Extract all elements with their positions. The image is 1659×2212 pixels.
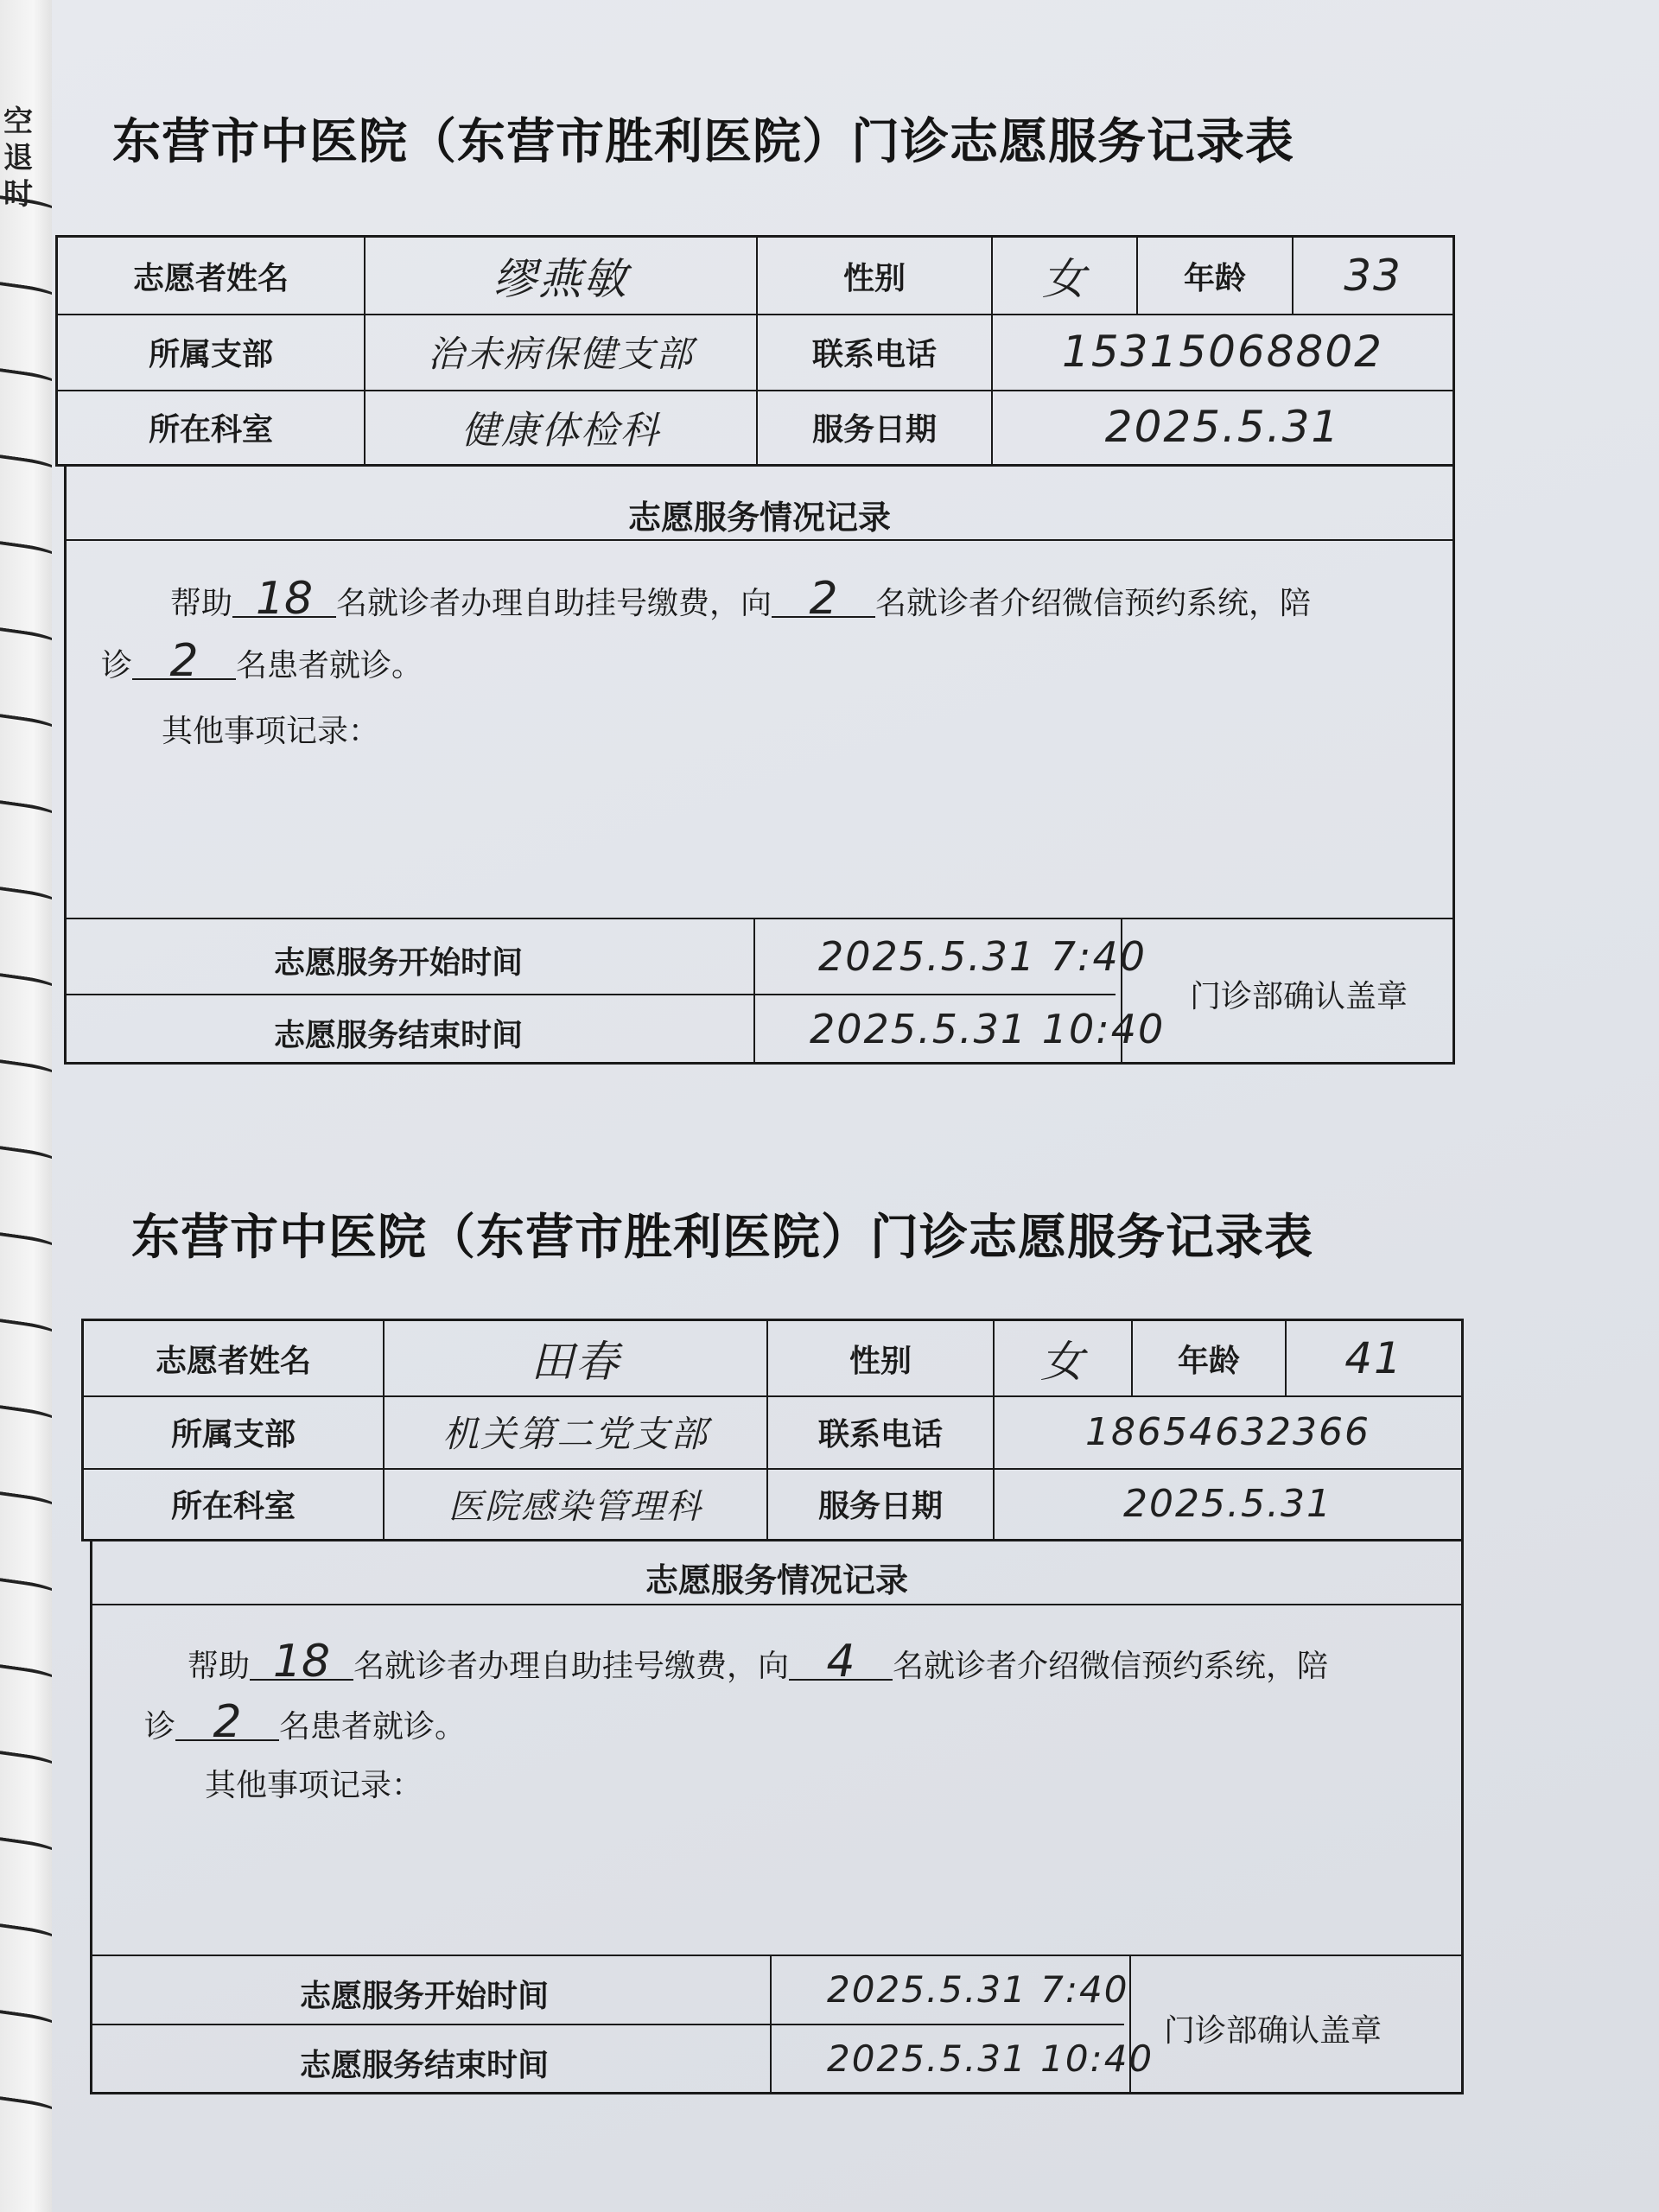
info-row-branch [84, 1395, 1461, 1470]
info-row-name [58, 238, 1452, 315]
stamp-label: 门诊部确认盖章 [1190, 979, 1408, 1014]
accompany-count: 2 [175, 1705, 279, 1741]
help-line [188, 1636, 1329, 1688]
binding-edge-text: 空退时 [3, 105, 33, 212]
branch-label: 所属支部 [170, 1415, 296, 1452]
other-notes-label: 其他事项记录： [205, 1768, 423, 1803]
age-label: 年龄 [1177, 1342, 1240, 1379]
phone-value-cell [993, 314, 1452, 390]
info-row-branch [58, 314, 1452, 391]
service-date-value: 2025.5.31 [1123, 1481, 1332, 1526]
gender-label-cell [758, 238, 993, 314]
department-label-cell [84, 1468, 385, 1539]
section-divider [92, 1604, 1461, 1605]
info-row-department [58, 390, 1452, 464]
start-time-value: 2025.5.31 7:40 [827, 1968, 1129, 2011]
branch-label-cell [84, 1395, 385, 1468]
gender-value: 女 [1040, 1337, 1085, 1387]
branch-label-cell [58, 314, 365, 390]
section-divider [67, 539, 1452, 541]
department-value-cell [365, 390, 758, 464]
time-divider [67, 918, 1452, 919]
age-value: 33 [1344, 251, 1402, 301]
end-time-label: 志愿服务结束时间 [274, 1017, 524, 1053]
name-label-cell [58, 238, 365, 314]
gender-label: 性别 [849, 1342, 912, 1379]
branch-value-cell [385, 1395, 768, 1468]
service-record-box [64, 467, 1455, 1065]
phone-label-cell [758, 314, 993, 390]
department-label-cell [58, 390, 365, 464]
time-divider [92, 1955, 1461, 1956]
service-date-value: 2025.5.31 [1104, 402, 1341, 452]
age-value-cell [1294, 238, 1452, 314]
time-row-divider [92, 2024, 1124, 2025]
help-mid1: 名就诊者办理自助挂号缴费，向 [336, 586, 772, 621]
start-time-label: 志愿服务开始时间 [300, 1978, 550, 2014]
branch-value: 机关第二党支部 [442, 1413, 709, 1455]
phone-label-cell [768, 1395, 995, 1468]
accompany-suffix: 名患者就诊。 [236, 648, 423, 683]
age-value: 41 [1344, 1333, 1403, 1383]
gender-value: 女 [1042, 254, 1087, 304]
service-record-box [90, 1541, 1464, 2094]
service-date-label: 服务日期 [811, 410, 937, 448]
start-time-label: 志愿服务开始时间 [274, 944, 524, 981]
phone-label: 联系电话 [817, 1415, 943, 1452]
service-date-value-cell [995, 1468, 1461, 1539]
name-label: 志愿者姓名 [132, 259, 289, 296]
age-value-cell [1287, 1321, 1461, 1395]
help-count: 18 [232, 582, 336, 618]
other-notes-label: 其他事项记录： [162, 714, 380, 749]
intro-count: 4 [789, 1644, 893, 1681]
age-label-cell [1133, 1321, 1287, 1395]
branch-value-cell [365, 314, 758, 390]
department-label: 所在科室 [148, 410, 273, 448]
branch-value: 治未病保健支部 [427, 333, 694, 375]
department-value: 健康体检科 [461, 409, 660, 453]
intro-count: 2 [772, 582, 875, 618]
info-table [55, 235, 1455, 467]
info-row-department [84, 1468, 1461, 1539]
phone-label: 联系电话 [811, 335, 937, 372]
time-col-divider [770, 1955, 772, 2092]
section-title: 志愿服务情况记录 [627, 498, 891, 537]
info-row-name [84, 1321, 1461, 1397]
form-title: 东营市中医院（东营市胜利医院）门诊志愿服务记录表 [131, 1209, 1313, 1266]
name-label: 志愿者姓名 [155, 1342, 311, 1379]
info-table [81, 1319, 1464, 1541]
time-col-divider [753, 918, 755, 1062]
service-date-value-cell [993, 390, 1452, 464]
help-mid1: 名就诊者办理自助挂号缴费，向 [353, 1649, 790, 1684]
form-title: 东营市中医院（东营市胜利医院）门诊志愿服务记录表 [112, 113, 1294, 170]
form-page [52, 0, 1659, 2212]
name-label-cell [84, 1321, 385, 1395]
department-value: 医院感染管理科 [448, 1486, 702, 1527]
stamp-label: 门诊部确认盖章 [1164, 2013, 1382, 2049]
accompany-prefix: 诊 [101, 648, 133, 683]
department-value-cell [385, 1468, 768, 1539]
help-prefix: 帮助 [170, 586, 233, 621]
help-line [170, 573, 1312, 625]
service-date-label-cell [768, 1468, 995, 1539]
accompany-count: 2 [132, 644, 236, 680]
time-row-divider [67, 994, 1116, 995]
end-time-label: 志愿服务结束时间 [300, 2047, 550, 2083]
service-date-label: 服务日期 [817, 1487, 943, 1524]
name-value: 田春 [531, 1337, 620, 1387]
help-mid2: 名就诊者介绍微信预约系统，陪 [875, 586, 1312, 621]
phone-value: 15315068802 [1062, 327, 1383, 377]
age-label-cell [1138, 238, 1294, 314]
name-value-cell [365, 238, 758, 314]
department-label: 所在科室 [170, 1487, 296, 1524]
gender-label-cell [768, 1321, 995, 1395]
help-prefix: 帮助 [188, 1649, 251, 1684]
help-mid2: 名就诊者介绍微信预约系统，陪 [893, 1649, 1329, 1684]
start-time-value: 2025.5.31 7:40 [818, 933, 1147, 980]
end-time-value: 2025.5.31 10:40 [810, 1006, 1166, 1052]
service-date-label-cell [758, 390, 993, 464]
name-value-cell [385, 1321, 768, 1395]
age-label: 年龄 [1183, 259, 1246, 296]
phone-value-cell [995, 1395, 1461, 1468]
phone-value: 18654632366 [1085, 1409, 1370, 1454]
section-title: 志愿服务情况记录 [645, 1560, 908, 1599]
accompany-prefix: 诊 [144, 1709, 176, 1745]
name-value: 缪燕敏 [493, 254, 628, 304]
accompany-line [101, 635, 423, 687]
accompany-suffix: 名患者就诊。 [279, 1709, 467, 1745]
gender-value-cell [995, 1321, 1133, 1395]
end-time-value: 2025.5.31 10:40 [827, 2037, 1154, 2080]
gender-label: 性别 [842, 259, 906, 296]
branch-label: 所属支部 [148, 335, 273, 372]
accompany-line [144, 1696, 467, 1748]
help-count: 18 [250, 1644, 353, 1681]
gender-value-cell [993, 238, 1138, 314]
